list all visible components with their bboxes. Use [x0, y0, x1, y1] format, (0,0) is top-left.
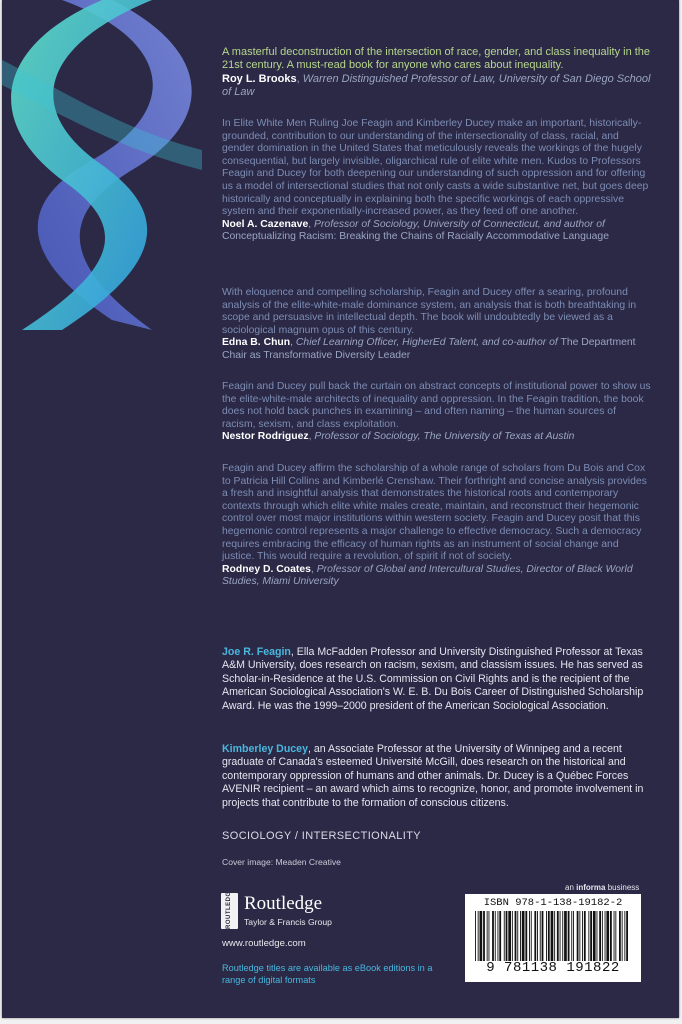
quote-author: Roy L. Brooks — [222, 72, 297, 85]
bio-author: Joe R. Feagin — [222, 646, 291, 658]
publisher-name: Routledge — [244, 893, 323, 914]
informa-suffix: business — [607, 883, 640, 892]
quote-chun — [222, 287, 652, 363]
back-cover — [2, 0, 679, 1018]
informa-business-tag — [565, 883, 639, 892]
isbn-label: ISBN 978-1-138-19182-2 — [483, 897, 623, 909]
quote-brooks — [222, 46, 652, 100]
isbn-barcode — [465, 894, 641, 982]
bio-feagin — [222, 646, 652, 713]
routledge-logo — [221, 886, 381, 933]
quote-author: Noel A. Cazenave — [222, 218, 309, 230]
quote-cazenave — [222, 118, 652, 244]
quote-attribution: Edna B. Chun, Chief Learning Officer, HigherEd Talent, and co-author of The Department Chair as Transformative Diversity Leader — [222, 337, 636, 361]
quote-author: Rodney D. Coates — [222, 563, 311, 575]
quote-author-role: Chief Learning Officer, HigherEd Talent, and co-author of — [295, 337, 558, 349]
quote-book-title: Conceptualizing Racism: Breaking the Chains of Racially Accommodative Language — [222, 231, 609, 243]
quote-body: Feagin and Ducey affirm the scholarship of a whole range of scholars from Du Bois and Cox to Patricia Hill Collins and Kimberlé Crenshaw. Their forthright and concise analysis provides a fresh and insightful analysis that demonstrates the historical roots and contemporary contexts through which elite white males create, maintain, and reconstruct their hegemonic control over most major institutions within western society. Feagin and Ducey posit that this hegemonic control represents a major challenge to effective democracy. Such a democracy requires embracing the efficacy of human rights as an instrument of social change and justice. This would require a revolution, of spirit if not of society. — [222, 463, 647, 563]
quote-body: In Elite White Men Ruling Joe Feagin and Kimberley Ducey make an important, historically-grounded, contribution to our understanding of the intersectionality of class, racial, and gender domination in the United States that meticulously reveals the workings of the hugely consequential, but largely invisible, oligarchical rule of elite white men. Kudos to Professors Feagin and Ducey for both deepening our understanding of such oppression and for offering us a model of intersectional studies that not only casts a wide substantive net, but goes deep historically and conceptually in explaining both the specific workings of each oppressive system and their exponentially-increased power, as they feed off one another. — [222, 118, 649, 218]
quote-book-title: The Department Chair as Transformative Diversity Leader — [222, 337, 636, 361]
quote-coates — [222, 463, 652, 589]
subject-category: SOCIOLOGY / INTERSECTIONALITY — [222, 830, 422, 842]
informa-prefix: an — [565, 883, 574, 892]
quote-body: With eloquence and compelling scholarship, Feagin and Ducey offer a searing, profound analysis of the elite-white-male dominance system, an analysis that is both breathtaking in scope and persuasive in intellectual depth. The book will undoubtedly be viewed as a sociological magnum opus of this century. — [222, 287, 637, 336]
publisher-website: www.routledge.com — [222, 938, 306, 949]
quote-author-role: Warren Distinguished Professor of Law, University of San Diego School of Law — [222, 72, 651, 99]
bio-author: Kimberley Ducey — [222, 743, 308, 755]
isbn-digits: 9 781138 191822 — [486, 960, 620, 976]
quote-author: Nestor Rodriguez — [222, 431, 309, 443]
quote-attribution: Roy L. Brooks, Warren Distinguished Professor of Law, University of San Diego School of Law — [222, 72, 651, 99]
bio-ducey — [222, 743, 652, 810]
quote-author-role: Professor of Global and Intercultural Studies, Director of Black World Studies, Miami University — [222, 563, 633, 588]
routledge-mark-text: ROUTLEDGE — [226, 886, 232, 929]
dna-helix-graphic — [2, 0, 217, 330]
quote-rodriguez — [222, 381, 652, 444]
quote-author: Edna B. Chun — [222, 337, 291, 349]
ebook-note: Routledge titles are available as eBook editions in a range of digital formats — [222, 963, 433, 985]
publisher-group: Taylor & Francis Group — [244, 917, 332, 927]
bio-text: , an Associate Professor at the University of Winnipeg and a recent graduate of Canada's esteemed Université McGill, does research on the historical and contemporary oppression of humans and other animals. Dr. Ducey is a Québec Forces AVENIR recipient – an award which aims to recognize, honor, and promote involvement in projects that contribute to the formation of conscious citizens. — [222, 743, 644, 809]
bio-text: , Ella McFadden Professor and University Distinguished Professor at Texas A&M University, does research on racism, sexism, and classism issues. He has served as Scholar-in-Residence at the U.S. Commission on Civil Rights and is the recipient of the American Sociological Association's W. E. B. Du Bois Career of Distinguished Scholarship Award. He was the 1999–2000 president of the American Sociological Association. — [222, 646, 644, 712]
quote-attribution: Noel A. Cazenave, Professor of Sociology, University of Connecticut, and author of Conceptualizing Racism: Breaking the Chains of Racially Accommodative Language — [222, 218, 609, 243]
quote-author-role: Professor of Sociology, University of Connecticut, and author of — [314, 218, 605, 230]
quote-body: A masterful deconstruction of the intersection of race, gender, and class inequality in the 21st century. A must-read book for anyone who cares about inequality. — [222, 46, 651, 72]
quote-author-role: Professor of Sociology, The University of Texas at Austin — [314, 431, 575, 443]
quote-attribution: Rodney D. Coates, Professor of Global and Intercultural Studies, Director of Black World Studies, Miami University — [222, 563, 633, 588]
quote-attribution: Nestor Rodriguez, Professor of Sociology, The University of Texas at Austin — [222, 431, 575, 443]
quote-body: Feagin and Ducey pull back the curtain on abstract concepts of institutional power to show us the elite-white-male architects of inequality and oppression. In the Feagin tradition, the book does not hold back punches in examining – and often naming – the human sources of racism, sexism, and class exploitation. — [222, 381, 651, 430]
routledge-mark-icon — [221, 886, 238, 929]
barcode-bars — [474, 911, 632, 961]
cover-image-credit: Cover image: Meaden Creative — [222, 857, 341, 867]
informa-brand: informa — [576, 883, 606, 892]
